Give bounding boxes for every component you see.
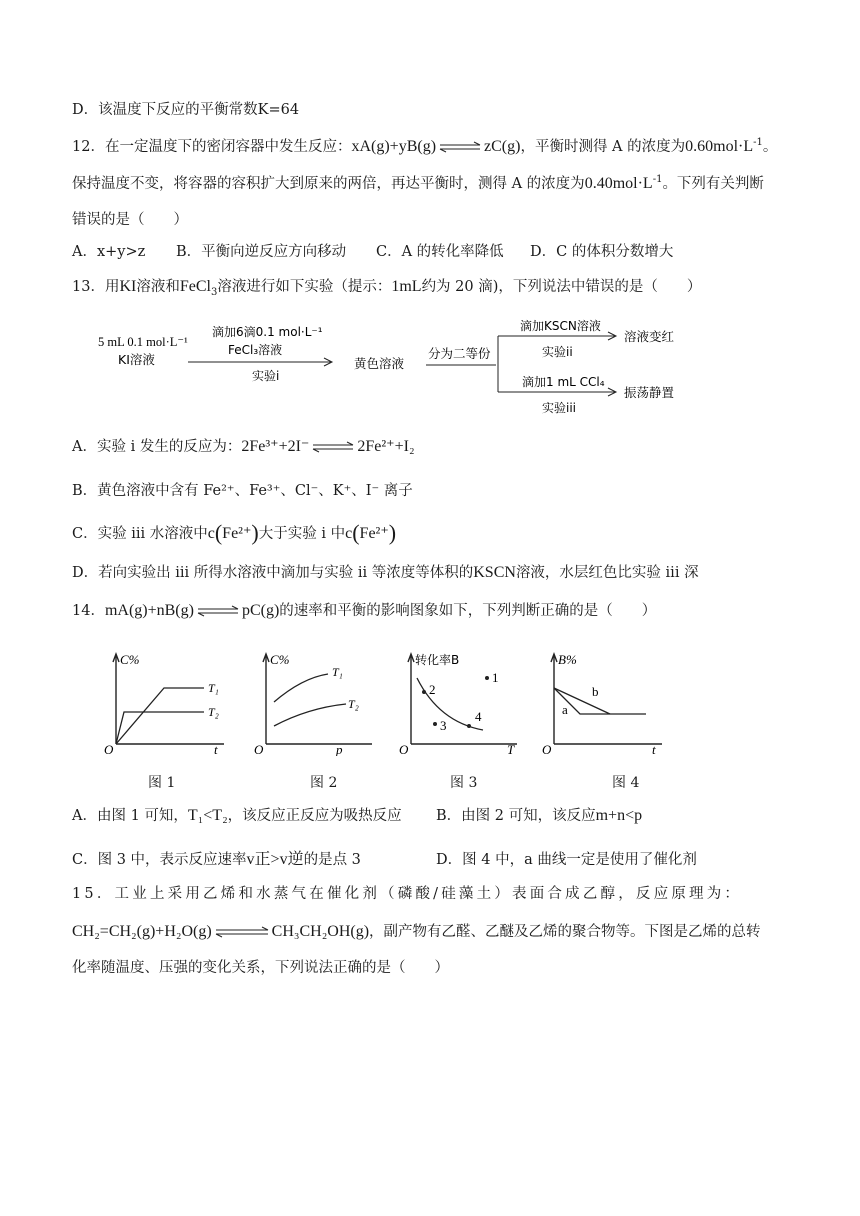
svg-text:b: b: [592, 684, 599, 699]
q12-stem-line1: 12．在一定温度下的密闭容器中发生反应：xA(g)+yB(g) zC(g)，平衡时测得 A 的浓度为$0.60mol\cdot L^{-1}$。: [72, 137, 778, 155]
svg-text:T: T: [507, 742, 515, 756]
q14-stem: 14．mA(g)+nB(g) pC(g)的速率和平衡的影响图象如下，下列判断正确的是（ ）: [72, 602, 657, 619]
q13-option-b: B．黄色溶液中含有 Fe²⁺、Fe³⁺、Cl⁻、K⁺、I⁻ 离子: [72, 483, 413, 499]
flow-split-label: 分为二等份: [428, 346, 491, 361]
q12-option-d: D．C 的体积分数增大: [530, 244, 674, 260]
flow-step1-top1: 滴加6滴0.1 mol·L⁻¹: [212, 325, 323, 339]
q12-option-a: A．x+y>z: [72, 244, 146, 260]
svg-text:O: O: [254, 742, 264, 756]
q14-option-c: C．图 3 中，表示反应速率v正>v逆的是点 3: [72, 851, 361, 868]
equilibrium-arrow-icon: [214, 926, 270, 938]
q12-conc2: 0.40mol·L: [584, 175, 653, 192]
q12-stem-line2: 保持温度不变，将容器的容积扩大到原来的两倍，再达平衡时，测得 A 的浓度为$0.40mol\cdot L^{-1}$。下列有关判断: [72, 174, 764, 192]
svg-text:C%: C%: [120, 652, 140, 667]
svg-text:O: O: [542, 742, 552, 756]
q14-option-b: B．由图 2 可知，该反应m+n<p: [436, 807, 643, 824]
equilibrium-arrow-icon: [311, 441, 355, 453]
q15-stem-line1: 15．工业上采用乙烯和水蒸气在催化剂（磷酸/硅藻土）表面合成乙醇，反应原理为：: [72, 886, 743, 902]
flow-branch2-top: 滴加1 mL CCl₄: [522, 375, 605, 389]
flow-branch1-result: 溶液变红: [624, 329, 675, 344]
q14-figure-3-caption: 图 3: [450, 775, 478, 791]
flow-step1-bottom: 实验i: [252, 369, 280, 383]
svg-text:t: t: [652, 742, 656, 756]
q12-option-c: C．A 的转化率降低: [376, 244, 504, 260]
svg-text:1: 1: [492, 670, 499, 685]
flow-start-line1: 5 mL 0.1 mol·L⁻¹: [98, 335, 188, 349]
equilibrium-arrow-icon: [438, 141, 482, 153]
q14-figure-4-caption: 图 4: [612, 775, 640, 791]
svg-text:2: 2: [429, 682, 436, 697]
q11-option-d: D．该温度下反应的平衡常数K=64: [72, 102, 300, 118]
q14-figure-1-caption: 图 1: [148, 775, 176, 791]
svg-text:T₂: T₂: [208, 705, 219, 719]
svg-text:O: O: [104, 742, 114, 756]
q13-option-a: A．实验 i 发生的反应为：2Fe³⁺+2I⁻ 2Fe²⁺+I₂: [72, 438, 415, 455]
svg-text:T₂: T₂: [348, 697, 359, 711]
flow-step1-top2: FeCl₃溶液: [228, 343, 283, 357]
flow-branch2-result: 振荡静置: [624, 385, 675, 400]
flow-mid-node: 黄色溶液: [354, 356, 405, 371]
q13-option-c: C．实验 iii 水溶液中c(Fe²⁺)大于实验 i 中c(Fe²⁺): [72, 520, 397, 545]
q14-figure-2-caption: 图 2: [310, 775, 338, 791]
q12-stem-line3: 错误的是（ ）: [72, 212, 188, 228]
q14-figure-1: [100, 648, 230, 756]
q13-flowchart: [92, 318, 732, 422]
svg-text:3: 3: [440, 718, 447, 733]
svg-text:B%: B%: [558, 652, 577, 667]
flow-branch2-bottom: 实验iii: [542, 401, 577, 415]
flow-start-line2: KI溶液: [118, 352, 155, 367]
svg-text:转化率B: 转化率B: [415, 653, 460, 667]
svg-text:p: p: [336, 742, 343, 756]
q13-stem: 13．用KI溶液和FeCl$_3$溶液进行如下实验（提示：1mL约为 20 滴)，下列说法中错误的是（ ）: [72, 278, 702, 298]
q12-equation-right: zC(g): [484, 138, 521, 155]
q14-figure-4: [538, 648, 668, 756]
svg-text:a: a: [562, 702, 568, 717]
q12-option-b: B．平衡向逆反应方向移动: [176, 244, 347, 260]
flow-branch1-top: 滴加KSCN溶液: [520, 319, 601, 333]
svg-text:O: O: [399, 742, 409, 756]
flow-branch1-bottom: 实验ii: [542, 345, 573, 359]
q15-stem-line2: CH₂=CH₂(g)+H₂O(g) CH₃CH₂OH(g)，副产物有乙醛、乙醚及乙烯的聚合物等。下图是乙烯的总转: [72, 923, 761, 940]
svg-text:T₁: T₁: [332, 665, 343, 679]
q13-option-d: D．若向实验出 iii 所得水溶液中滴加与实验 ii 等浓度等体积的KSCN溶液，水层红色比实验 iii 深: [72, 564, 699, 581]
svg-text:t: t: [214, 742, 218, 756]
svg-text:C%: C%: [270, 652, 290, 667]
q14-option-a: A．由图 1 可知，T₁<T₂，该反应正反应为吸热反应: [72, 807, 402, 824]
q15-stem-line3: 化率随温度、压强的变化关系，下列说法正确的是（ ）: [72, 960, 449, 976]
q14-figure-3: [395, 648, 525, 756]
q12-equation-left: xA(g)+yB(g): [351, 138, 437, 155]
q12-conc1: 0.60mol·L: [685, 138, 754, 155]
svg-text:4: 4: [475, 709, 482, 724]
q14-option-d: D．图 4 中，a 曲线一定是使用了催化剂: [436, 852, 697, 868]
svg-text:T₁: T₁: [208, 681, 219, 695]
equilibrium-arrow-icon: [196, 605, 240, 617]
q14-figure-2: [250, 648, 380, 756]
